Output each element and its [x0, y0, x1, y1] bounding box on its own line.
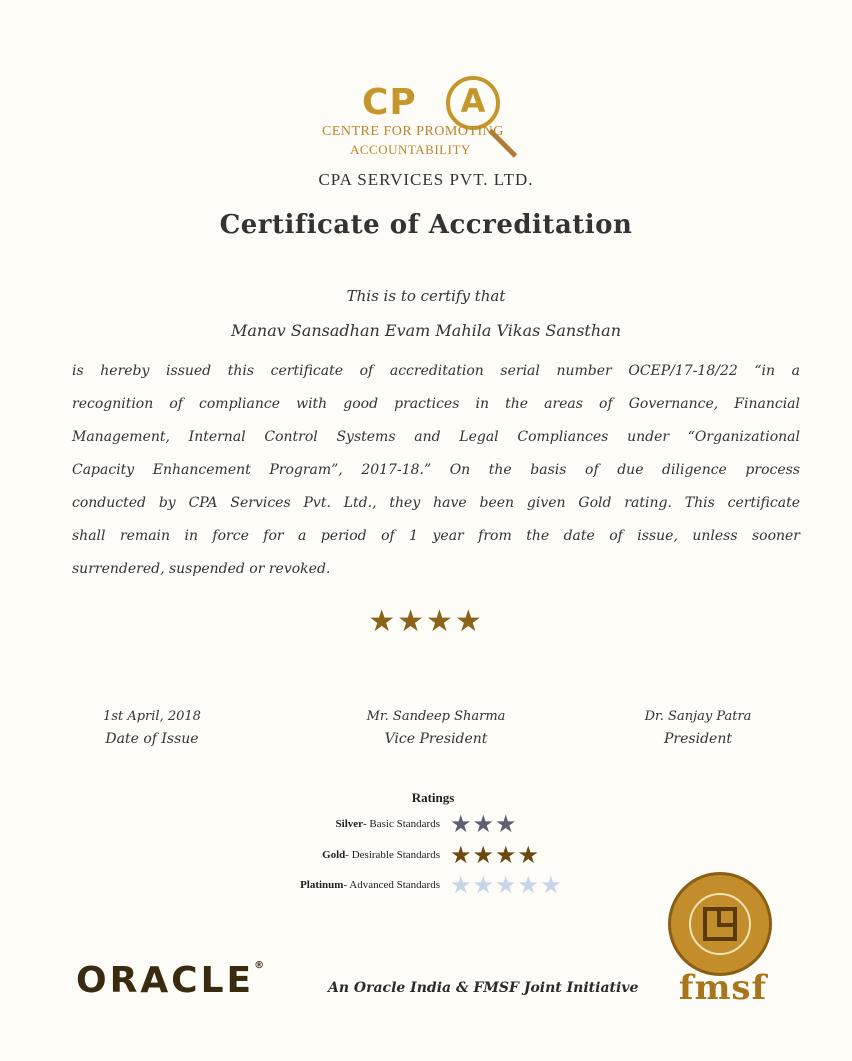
vice-president-block	[326, 706, 546, 750]
joint-initiative-text: An Oracle India & FMSF Joint Initiative	[328, 980, 639, 996]
company-name: CPA SERVICES PVT. LTD.	[318, 170, 534, 189]
body-line: is hereby issued this certificate of accreditation serial number OCEP/17-18/22 “in a	[72, 363, 800, 379]
logo-cp-text: CP	[362, 82, 417, 123]
awarded-star-icons: ★★★★	[368, 604, 484, 639]
fmsf-emblem-icon	[703, 907, 737, 941]
rating-row-silver	[230, 810, 650, 840]
issue-date: 1st April, 2018	[103, 709, 201, 724]
fmsf-wordmark: fmsf	[678, 968, 768, 1008]
issue-date-label: Date of Issue	[105, 731, 199, 747]
vice-president-name: Mr. Sandeep Sharma	[366, 709, 506, 724]
rating-level-name: Silver	[335, 818, 364, 830]
certificate-body	[72, 355, 800, 586]
cpa-logo	[318, 74, 538, 164]
rating-level-desc: - Basic Standards	[363, 818, 440, 830]
rating-row-gold	[230, 841, 650, 871]
rating-level-desc: - Advanced Standards	[343, 879, 440, 891]
rating-label	[322, 849, 440, 861]
rating-label	[336, 818, 440, 830]
organization-name: Manav Sansadhan Evam Mahila Vikas Sansthan	[230, 321, 622, 340]
seal-inner-ring	[689, 893, 751, 955]
oracle-logo	[76, 960, 264, 1001]
platinum-star-icons: ★★★★★	[450, 871, 563, 899]
president-block	[588, 706, 808, 750]
rating-label	[300, 879, 440, 891]
body-line: surrendered, suspended or revoked.	[72, 561, 331, 577]
certificate-title: Certificate of Accreditation	[219, 210, 633, 240]
vice-president-role: Vice President	[384, 731, 488, 747]
body-line: recognition of compliance with good practices in the areas of Governance, Financial	[72, 396, 800, 412]
body-line: conducted by CPA Services Pvt. Ltd., they have been given Gold rating. This certificate	[72, 495, 800, 511]
rating-level-name: Gold	[322, 849, 346, 861]
certify-text: This is to certify that	[346, 287, 506, 305]
rating-level-desc: - Desirable Standards	[345, 849, 440, 861]
body-line: Capacity Enhancement Program”, 2017-18.” On the basis of due diligence process	[72, 462, 800, 478]
body-line: Management, Internal Control Systems and Legal Compliances under “Organizational	[72, 429, 800, 445]
fmsf-seal	[668, 872, 772, 976]
silver-star-icons: ★★★	[450, 810, 518, 838]
president-role: President	[664, 731, 732, 747]
gold-star-icons: ★★★★	[450, 841, 541, 869]
logo-a-text: A	[460, 82, 486, 120]
logo-line-1: CENTRE FOR PROMOTING	[322, 124, 504, 139]
rating-row-platinum	[230, 871, 650, 901]
president-name: Dr. Sanjay Patra	[644, 709, 752, 724]
body-line: shall remain in force for a period of 1 year from the date of issue, unless sooner	[72, 528, 800, 544]
logo-line-2: ACCOUNTABILITY	[350, 142, 471, 157]
oracle-logo-text: ORACLE	[76, 960, 255, 1001]
magnifier-icon	[446, 76, 500, 130]
rating-level-name: Platinum	[300, 879, 344, 891]
ratings-title: Ratings	[411, 790, 455, 805]
date-of-issue-block	[42, 706, 262, 750]
registered-mark: ®	[254, 960, 265, 971]
